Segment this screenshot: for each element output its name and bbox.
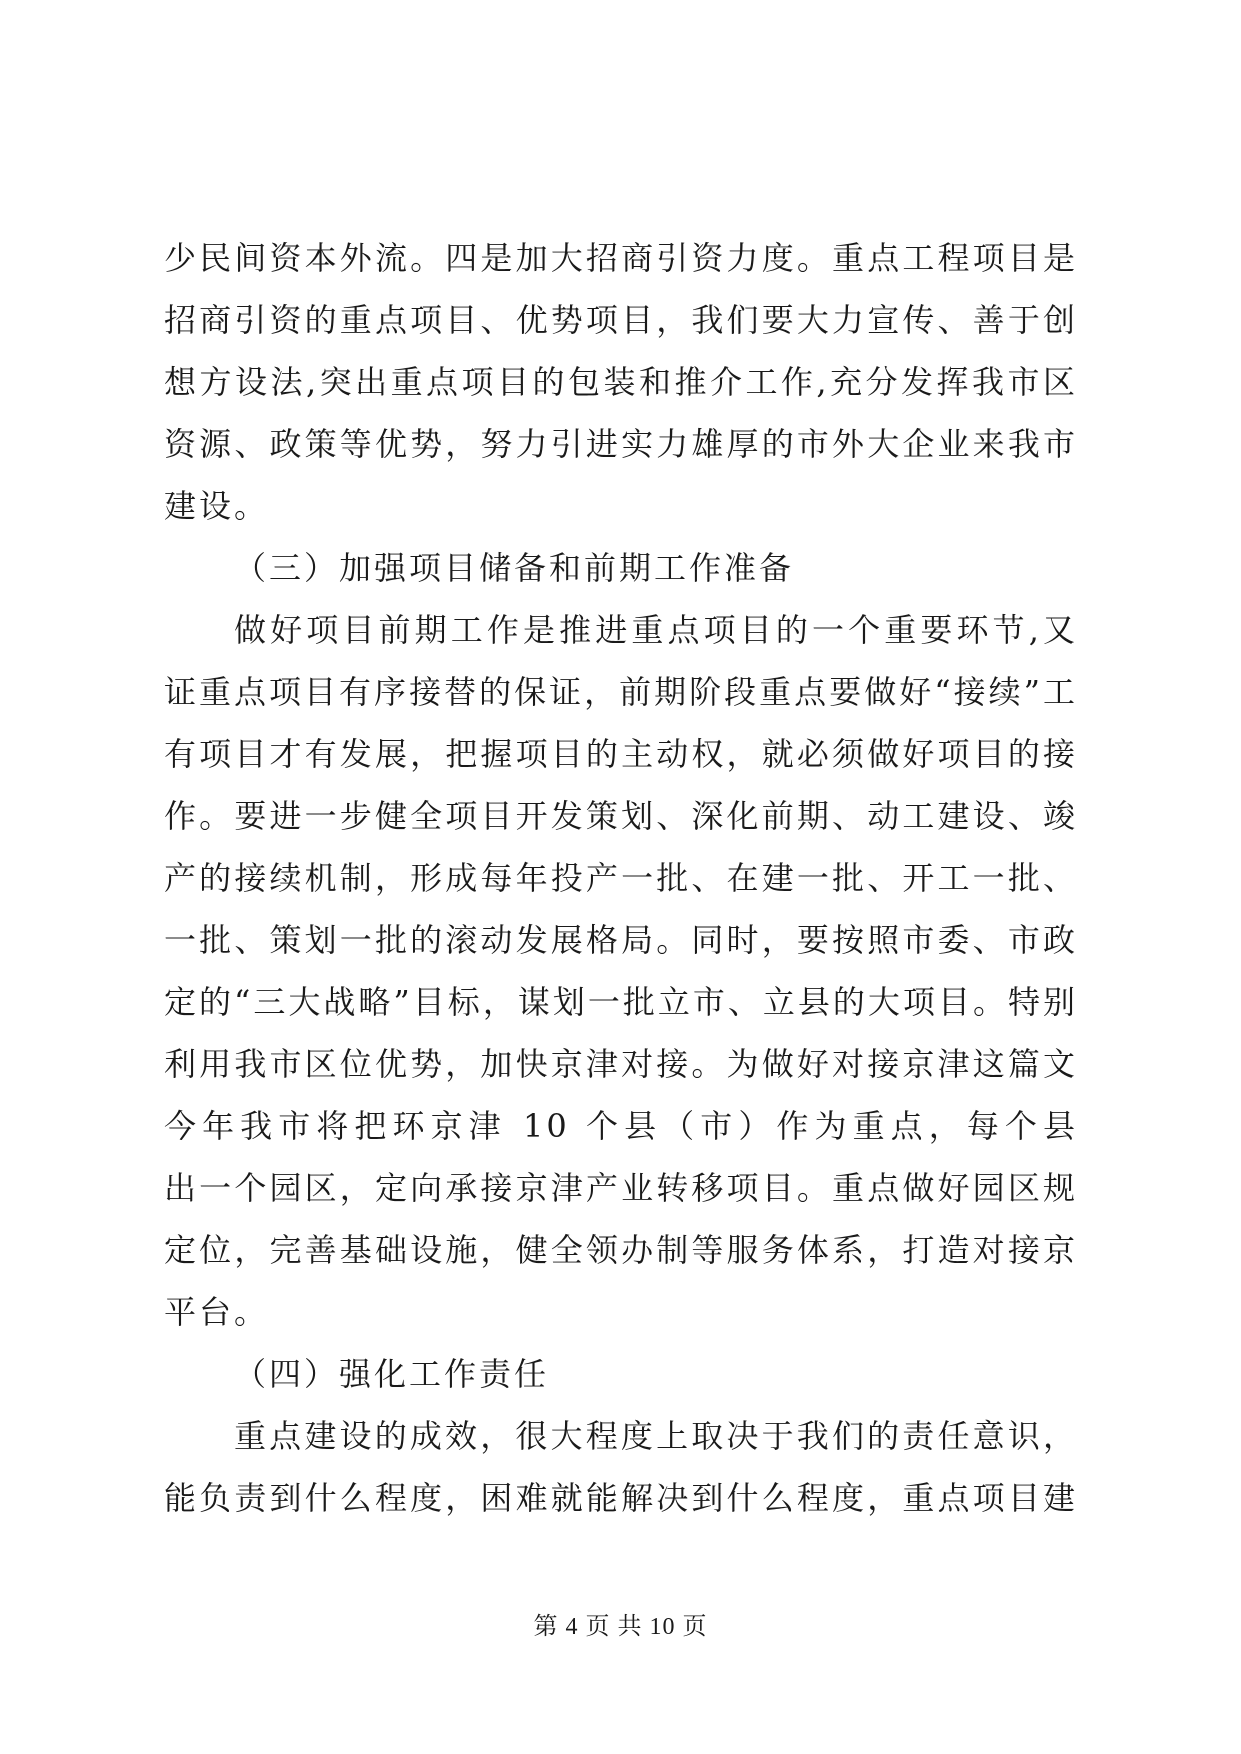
paragraph-line: 一批、策划一批的滚动发展格局。同时，要按照市委、市政 bbox=[164, 921, 1078, 959]
paragraph-line: 少民间资本外流。四是加大招商引资力度。重点工程项目是 bbox=[164, 239, 1078, 277]
document-body bbox=[164, 227, 1078, 1529]
paragraph-line: 想方设法,突出重点项目的包装和推介工作,充分发挥我市区 bbox=[164, 363, 1078, 401]
paragraph-line: 今年我市将把环京津 10 个县（市）作为重点，每个县 bbox=[164, 1107, 1078, 1145]
paragraph-line: 证重点项目有序接替的保证，前期阶段重点要做好“接续”工 bbox=[164, 673, 1078, 711]
paragraph-line: 有项目才有发展，把握项目的主动权，就必须做好项目的接 bbox=[164, 735, 1078, 773]
paragraph-line: 建设。 bbox=[164, 487, 270, 525]
paragraph-line: 作。要进一步健全项目开发策划、深化前期、动工建设、竣 bbox=[164, 797, 1078, 835]
paragraph-line: 定的“三大战略”目标，谋划一批立市、立县的大项目。特别 bbox=[164, 983, 1078, 1021]
page-footer: 第 4 页 共 10 页 bbox=[533, 1614, 708, 1640]
paragraph-first-line: 做好项目前期工作是推进重点项目的一个重要环节,又 bbox=[234, 611, 1078, 649]
paragraph-line: 出一个园区，定向承接京津产业转移项目。重点做好园区规 bbox=[164, 1169, 1078, 1207]
paragraph-line: 产的接续机制，形成每年投产一批、在建一批、开工一批、 bbox=[164, 859, 1078, 897]
paragraph-line: 定位，完善基础设施，健全领办制等服务体系，打造对接京 bbox=[164, 1231, 1078, 1269]
section-heading: （三）加强项目储备和前期工作准备 bbox=[234, 549, 795, 587]
section-heading: （四）强化工作责任 bbox=[234, 1355, 550, 1393]
paragraph-line: 资源、政策等优势，努力引进实力雄厚的市外大企业来我市 bbox=[164, 425, 1078, 463]
paragraph-line: 能负责到什么程度，困难就能解决到什么程度，重点项目建 bbox=[164, 1479, 1078, 1517]
paragraph-line: 招商引资的重点项目、优势项目，我们要大力宣传、善于创 bbox=[164, 301, 1078, 339]
paragraph-line: 平台。 bbox=[164, 1293, 270, 1331]
paragraph-line: 利用我市区位优势，加快京津对接。为做好对接京津这篇文 bbox=[164, 1045, 1078, 1083]
paragraph-first-line: 重点建设的成效，很大程度上取决于我们的责任意识， bbox=[234, 1417, 1078, 1455]
